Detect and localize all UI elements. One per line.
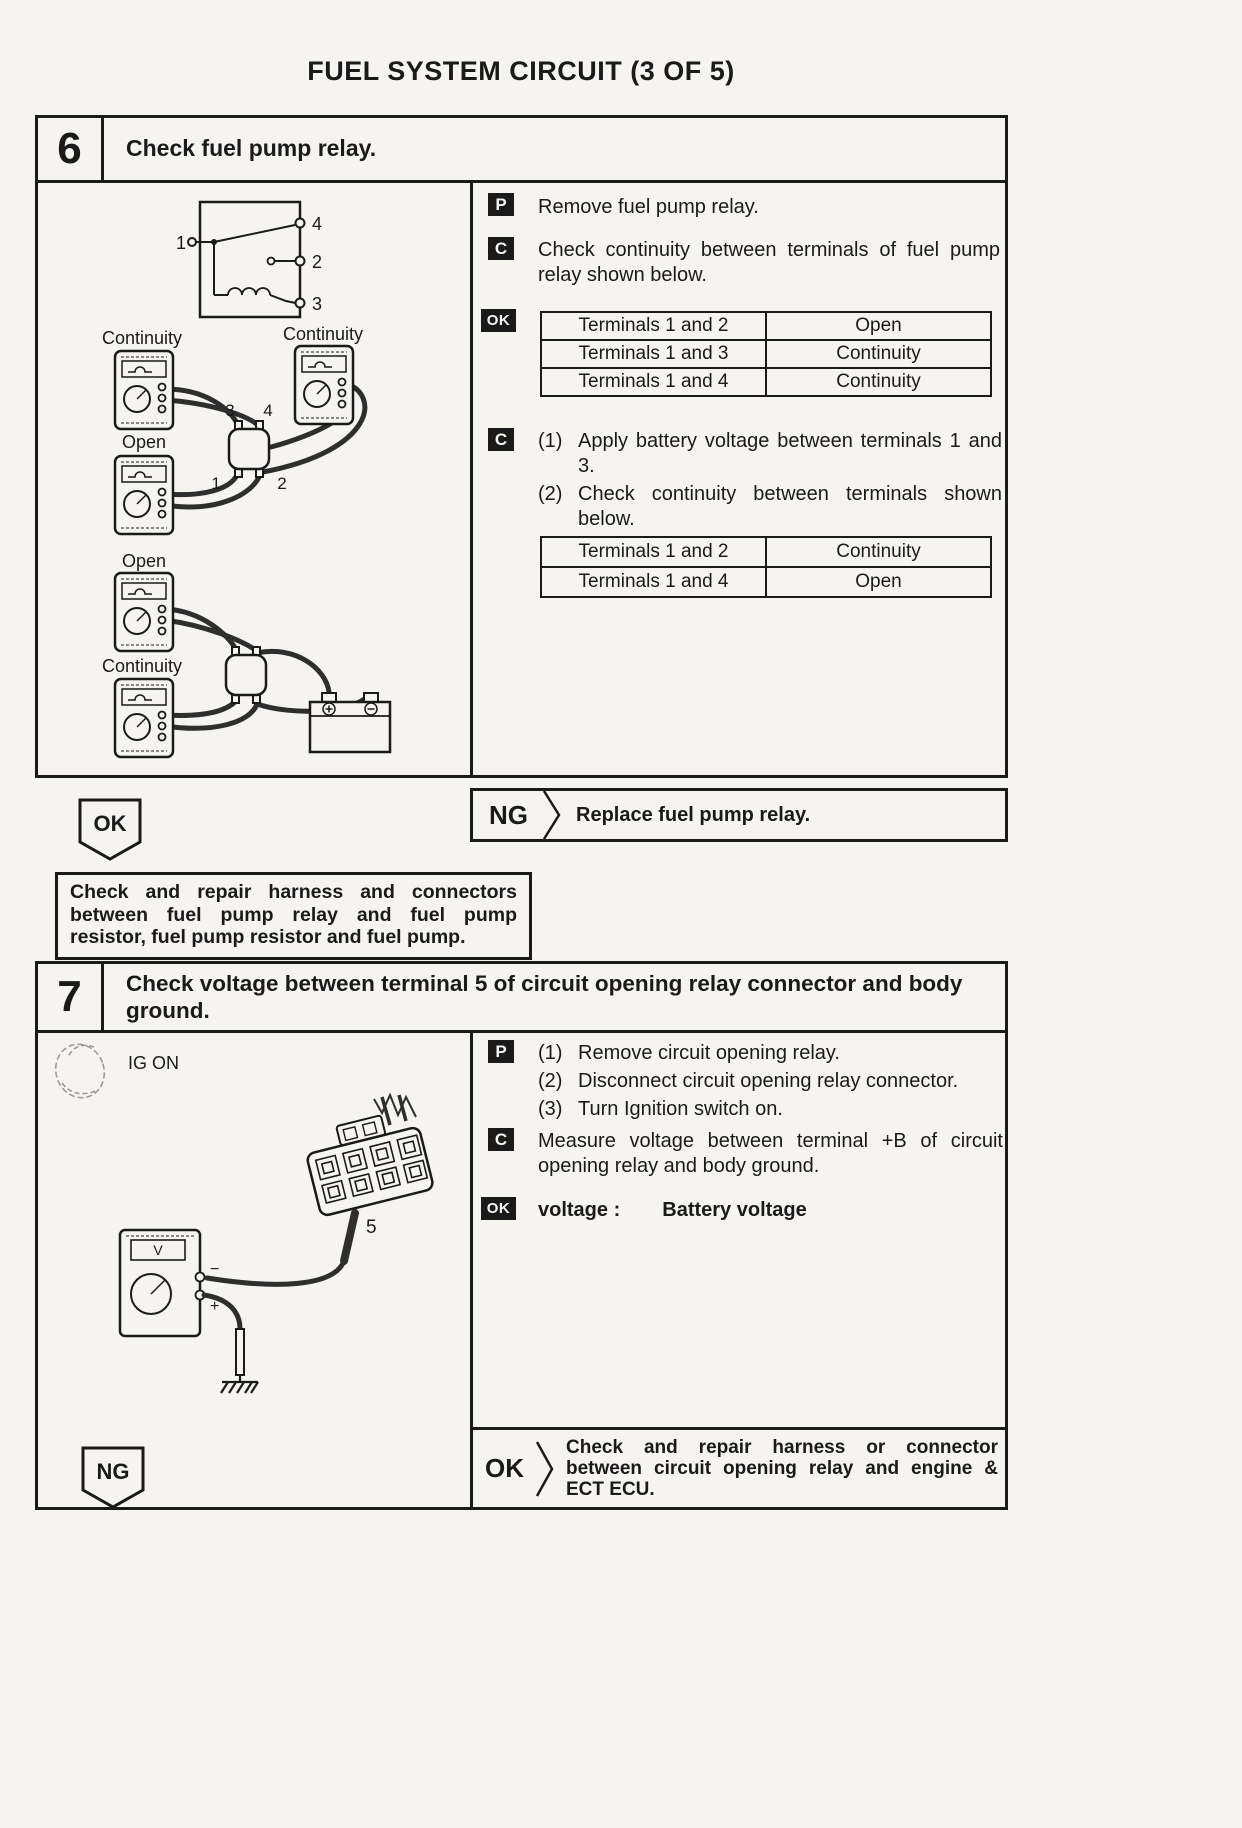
relay-terminal-4-label: 4 xyxy=(312,214,323,234)
relay-connector-bottom xyxy=(226,647,266,703)
step-text: Remove circuit opening relay. xyxy=(578,1042,840,1064)
plus-terminal-label: + xyxy=(210,1298,220,1315)
numbered-step xyxy=(538,482,1002,532)
meter3-reading-label: Open xyxy=(122,432,167,452)
table-row xyxy=(541,537,991,567)
ok-spec-label: voltage : xyxy=(538,1199,621,1221)
step-number: (3) xyxy=(538,1098,563,1120)
step-number: (1) xyxy=(538,430,563,452)
meter5-reading-label: Continuity xyxy=(102,656,183,676)
table-cell: Continuity xyxy=(766,537,991,567)
voltmeter-v-label: V xyxy=(153,1242,163,1258)
table-cell: Continuity xyxy=(766,368,991,396)
prepare-badge: P xyxy=(488,1040,514,1063)
ground-probe xyxy=(236,1329,244,1375)
step7-number: 7 xyxy=(38,964,104,1030)
circuit-opening-relay-diagram xyxy=(38,1033,470,1507)
relay-coil-icon xyxy=(228,288,270,295)
step7-ok-result xyxy=(473,1427,1005,1507)
step7-ng-flag xyxy=(81,1446,145,1510)
relay-terminal-1-label: 1 xyxy=(176,233,187,253)
conn-pin-4-label: 4 xyxy=(263,401,273,420)
ig-on-label: IG ON xyxy=(128,1053,180,1073)
step-text: Disconnect circuit opening relay connector. xyxy=(578,1070,959,1092)
test-probe xyxy=(344,1213,355,1261)
ng-label: NG xyxy=(96,1459,130,1484)
step-text: Turn Ignition switch on. xyxy=(578,1098,783,1120)
table-row xyxy=(541,340,991,368)
test-lead xyxy=(165,475,237,495)
chevron-right-icon xyxy=(534,1439,556,1499)
step6-check-text: Check continuity between terminals of fuel pump relay shown below. xyxy=(538,239,1000,286)
step-text: Apply battery voltage between terminals 1 and 3. xyxy=(578,430,1002,477)
ohmmeter-4 xyxy=(115,573,173,651)
relay-terminal-2-label: 2 xyxy=(312,252,323,272)
step6-title: Check fuel pump relay. xyxy=(126,135,377,161)
ok-spec-value: Battery voltage xyxy=(662,1199,807,1221)
ok-label: OK xyxy=(485,1453,524,1483)
ok-badge: OK xyxy=(481,309,516,332)
numbered-step xyxy=(538,1041,1002,1066)
step7-prepare-steps xyxy=(538,1041,1002,1125)
step6-number: 6 xyxy=(38,118,104,180)
ng-action-text: Replace fuel pump relay. xyxy=(576,803,811,826)
step-number: (2) xyxy=(538,483,563,505)
ohmmeter-1 xyxy=(115,351,173,429)
table-cell: Terminals 1 and 3 xyxy=(541,340,766,368)
step6-check2-steps xyxy=(538,429,1002,535)
fuel-pump-relay-diagram xyxy=(38,183,470,775)
step6-prepare-text: Remove fuel pump relay. xyxy=(538,196,759,218)
step6-ok-flag xyxy=(78,798,142,862)
chevron-right-icon xyxy=(541,789,563,841)
table-cell: Terminals 1 and 4 xyxy=(541,368,766,396)
table-cell: Continuity xyxy=(766,340,991,368)
step6-header xyxy=(38,118,1005,183)
prepare-badge: P xyxy=(488,193,514,216)
meter4-reading-label: Open xyxy=(122,551,167,571)
terminal-5-label: 5 xyxy=(366,1217,377,1238)
conn-pin-3-label: 3 xyxy=(225,401,235,420)
ng-label: NG xyxy=(489,799,528,830)
test-lead xyxy=(165,609,237,651)
minus-terminal-label: − xyxy=(210,1261,220,1278)
ground-symbol-icon xyxy=(221,1382,258,1393)
repair-note: Check and repair harness and connectors between fuel pump relay and fuel pump resistor, fuel pump resistor and fuel pump. xyxy=(55,872,532,960)
ohmmeter-5 xyxy=(115,679,173,757)
energized-spec-table xyxy=(540,536,992,598)
conn-pin-2-label: 2 xyxy=(277,474,287,493)
step7-header xyxy=(38,964,1005,1033)
step6-ng-result xyxy=(470,788,1008,842)
table-cell: Open xyxy=(766,567,991,597)
step7-title: Check voltage between terminal 5 of circuit opening relay connector and body ground. xyxy=(126,971,963,1023)
ignition-key-icon xyxy=(49,1038,111,1104)
relay-connector-top xyxy=(229,421,269,477)
meter2-reading-label: Continuity xyxy=(283,324,364,344)
ok-action-text: Check and repair harness or connector between circuit opening relay and engine & ECT ECU. xyxy=(566,1437,998,1500)
test-lead xyxy=(165,702,235,715)
table-row xyxy=(541,368,991,396)
relay-connector xyxy=(301,1107,434,1217)
page-title: FUEL SYSTEM CIRCUIT (3 OF 5) xyxy=(307,56,735,86)
step6-box xyxy=(35,115,1008,778)
check-badge: C xyxy=(488,237,514,260)
meter1-reading-label: Continuity xyxy=(102,328,183,348)
relay-circuit-symbol xyxy=(188,202,305,317)
step7-box xyxy=(35,961,1008,1510)
numbered-step xyxy=(538,429,1002,479)
conn-pin-1-label: 1 xyxy=(211,474,221,493)
step-text: Check continuity between terminals shown below. xyxy=(578,483,1002,530)
ohmmeter-2 xyxy=(295,346,353,424)
table-row xyxy=(541,312,991,340)
step6-divider xyxy=(470,183,473,775)
numbered-step xyxy=(538,1069,1002,1094)
step-number: (1) xyxy=(538,1042,563,1064)
numbered-step xyxy=(538,1097,1002,1122)
test-lead xyxy=(165,400,258,425)
table-cell: Terminals 1 and 2 xyxy=(541,312,766,340)
ok-spec-line xyxy=(538,1198,807,1223)
check-badge: C xyxy=(488,428,514,451)
step7-check-text: Measure voltage between terminal +B of circuit opening relay and body ground. xyxy=(538,1130,1003,1177)
probe-wire xyxy=(207,1261,344,1284)
check-badge: C xyxy=(488,1128,514,1151)
battery xyxy=(310,693,390,752)
test-lead xyxy=(257,651,329,692)
table-cell: Terminals 1 and 4 xyxy=(541,567,766,597)
table-cell: Terminals 1 and 2 xyxy=(541,537,766,567)
table-row xyxy=(541,567,991,597)
relay-terminal-3-label: 3 xyxy=(312,294,323,314)
ohmmeter-3 xyxy=(115,456,173,534)
ok-badge: OK xyxy=(481,1197,516,1220)
continuity-spec-table xyxy=(540,311,992,397)
ok-label: OK xyxy=(93,811,127,836)
step-number: (2) xyxy=(538,1070,563,1092)
table-cell: Open xyxy=(766,312,991,340)
